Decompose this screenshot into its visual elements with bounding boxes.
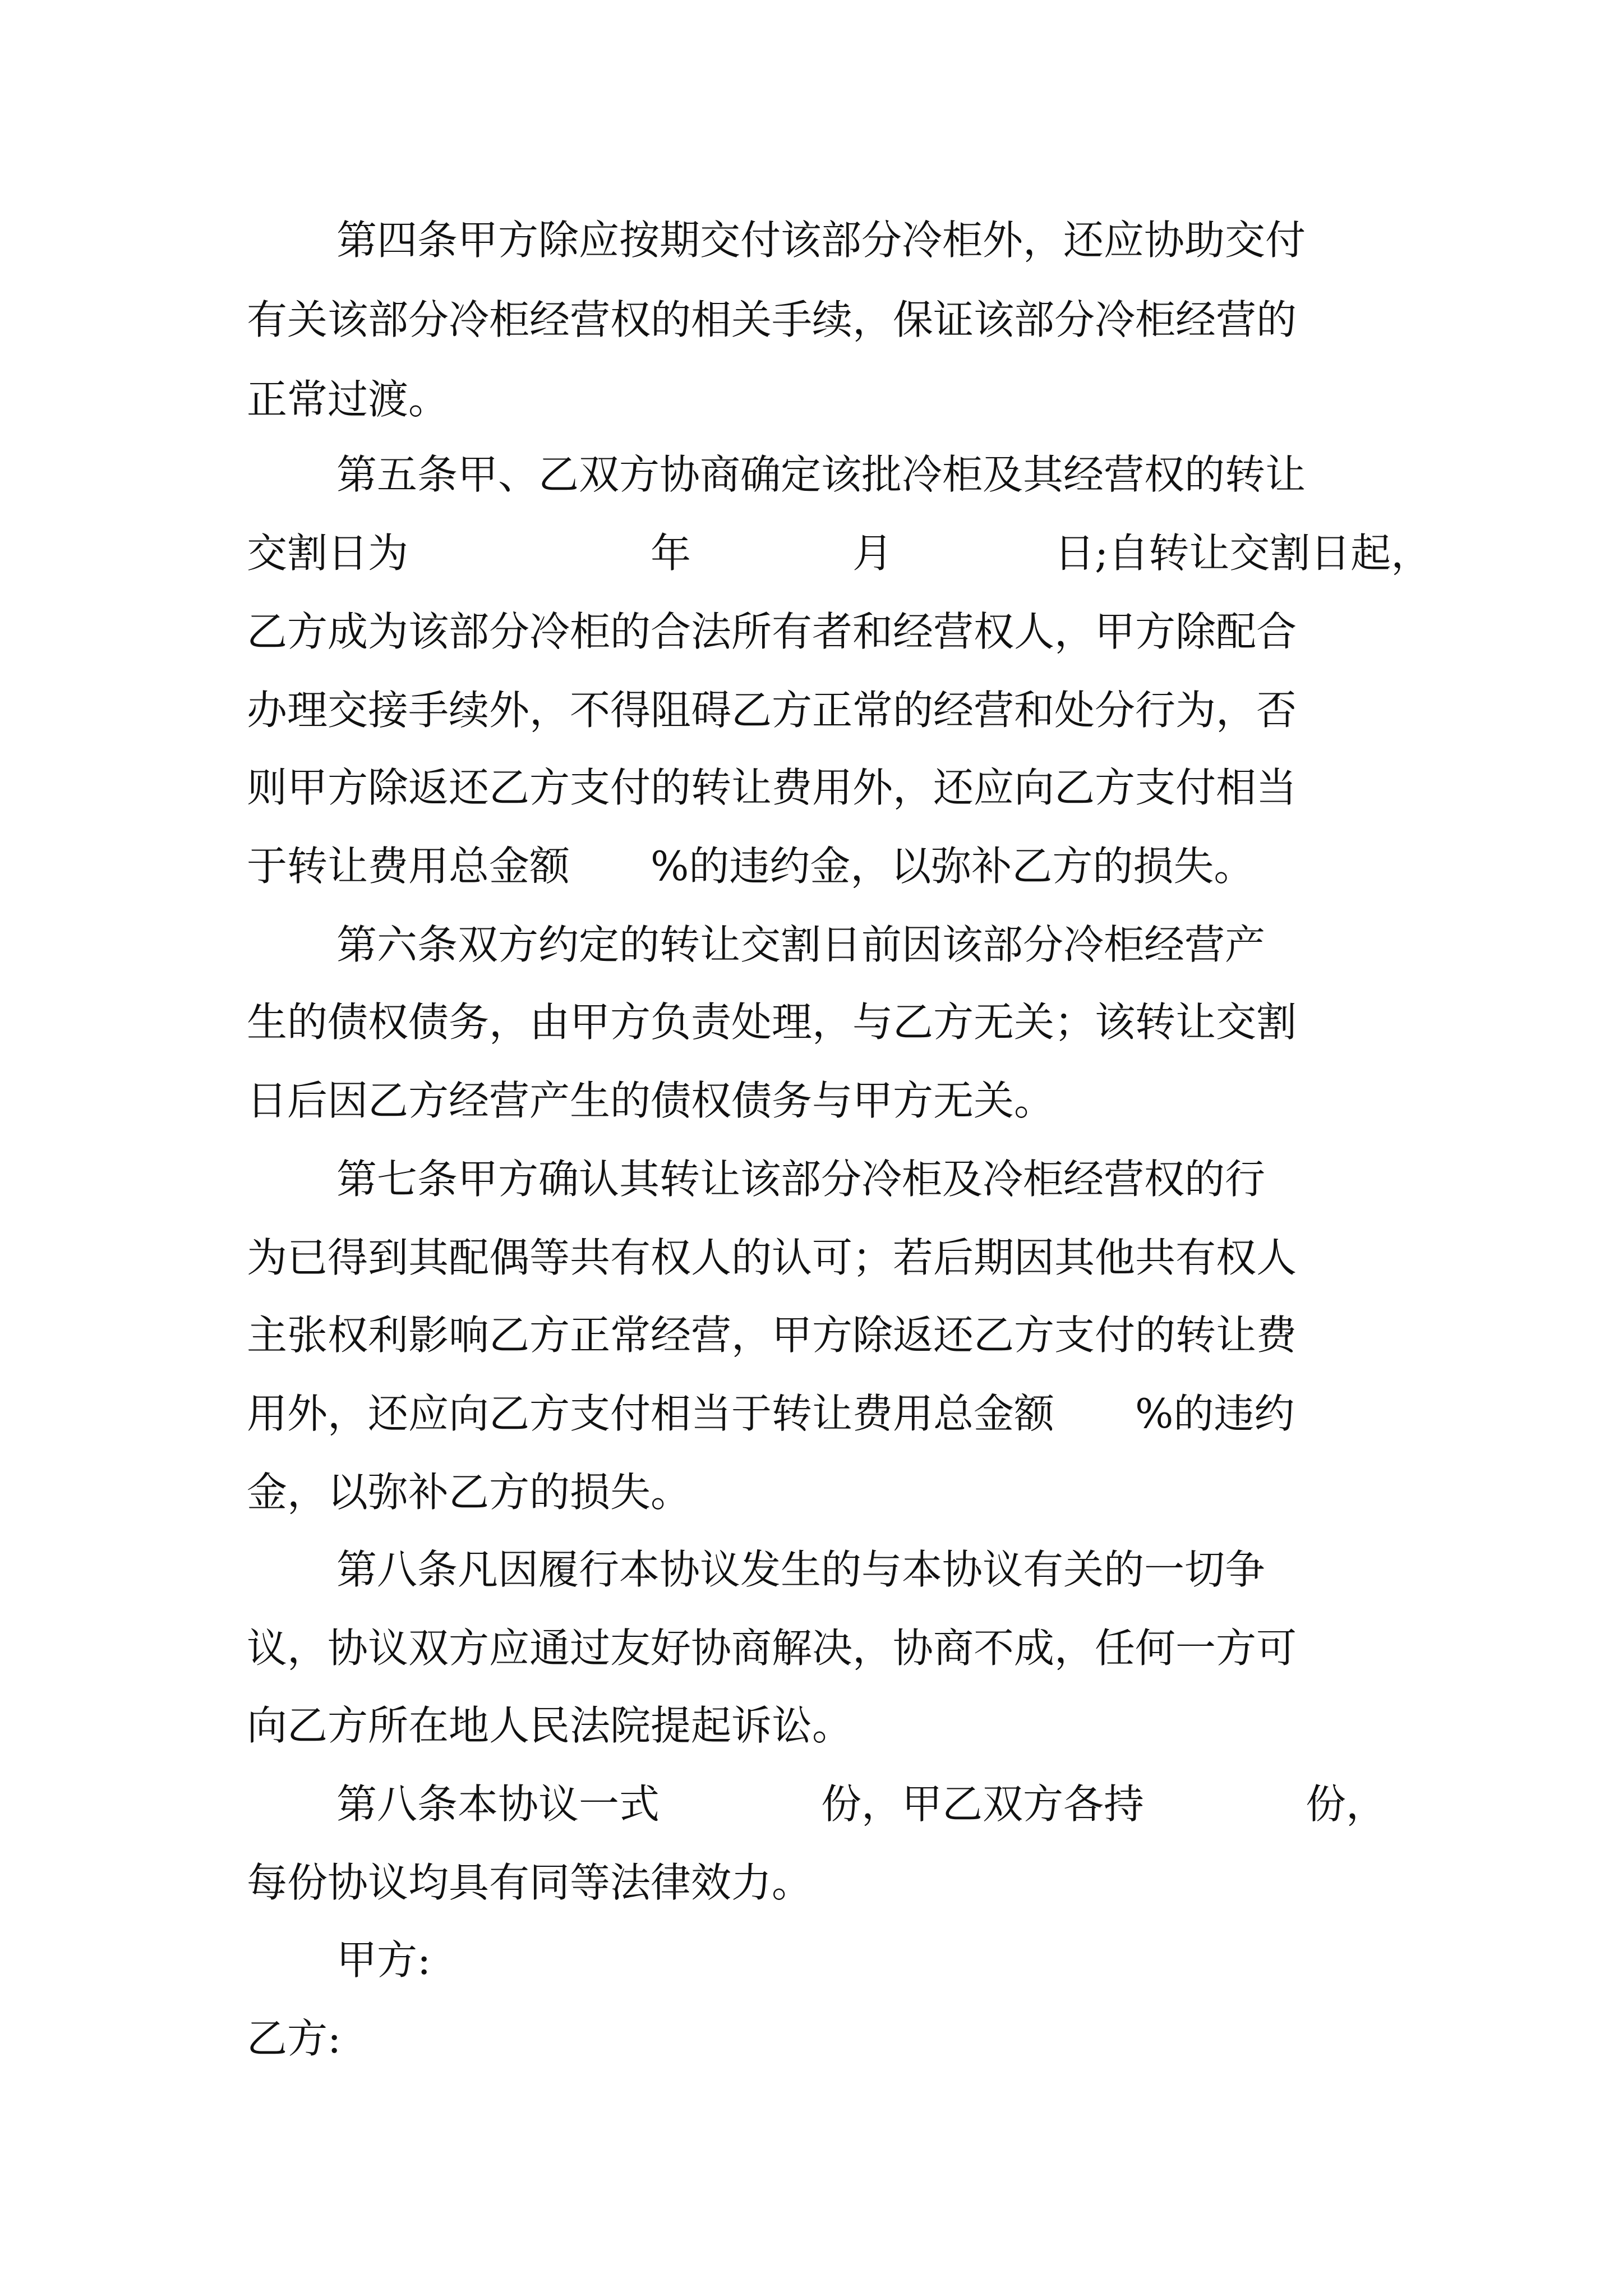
article-4-line-3: 正常过渡。 — [247, 376, 449, 423]
article-6-line-3: 日后因乙方经营产生的债权债务与甲方无关。 — [247, 1077, 1055, 1124]
article-6-line-1: 第六条双方约定的转让交割日前因该部分冷柜经营产 — [336, 921, 1266, 968]
article-5-line-4: 办理交接手续外，不得阻碍乙方正常的经营和处分行为，否 — [247, 687, 1297, 734]
article-5-line-5: 则甲方除返还乙方支付的转让费用外，还应向乙方支付相当 — [247, 764, 1297, 811]
article-5-line-1: 第五条甲、乙双方协商确定该批冷柜及其经营权的转让 — [336, 451, 1306, 498]
article-copies-line-1: 第八条本协议一式 份，甲乙双方各持 份， — [336, 1780, 1387, 1828]
article-7-line-3: 主张权利影响乙方正常经营，甲方除返还乙方支付的转让费 — [247, 1312, 1297, 1359]
article-7-line-1: 第七条甲方确认其转让该部分冷柜及冷柜经营权的行 — [336, 1156, 1266, 1203]
party-a-signature-label: 甲方: — [336, 1936, 431, 1984]
article-7-line-4: 用外，还应向乙方支付相当于转让费用总金额 %的违约 — [247, 1390, 1295, 1437]
article-8-line-1: 第八条凡因履行本协议发生的与本协议有关的一切争 — [336, 1546, 1266, 1593]
article-6-line-2: 生的债权债务，由甲方负责处理，与乙方无关；该转让交割 — [247, 999, 1297, 1046]
article-copies-line-2: 每份协议均具有同等法律效力。 — [247, 1859, 813, 1906]
article-5-line-2: 交割日为 年 月 日;自转让交割日起， — [247, 530, 1432, 577]
article-8-line-2: 议，协议双方应通过友好协商解决，协商不成，任何一方可 — [247, 1625, 1297, 1672]
article-8-line-3: 向乙方所在地人民法院提起诉讼。 — [247, 1702, 853, 1749]
article-7-line-2: 为已得到其配偶等共有权人的认可；若后期因其他共有权人 — [247, 1234, 1297, 1281]
article-4-line-2: 有关该部分冷柜经营权的相关手续，保证该部分冷柜经营的 — [247, 296, 1297, 343]
article-5-line-3: 乙方成为该部分冷柜的合法所有者和经营权人，甲方除配合 — [247, 608, 1297, 655]
party-b-signature-label: 乙方: — [247, 2015, 342, 2062]
article-5-line-6: 于转让费用总金额 %的违约金，以弥补乙方的损失。 — [247, 843, 1255, 890]
article-4-line-1: 第四条甲方除应按期交付该部分冷柜外，还应协助交付 — [336, 217, 1306, 264]
article-7-line-5: 金，以弥补乙方的损失。 — [247, 1469, 691, 1516]
